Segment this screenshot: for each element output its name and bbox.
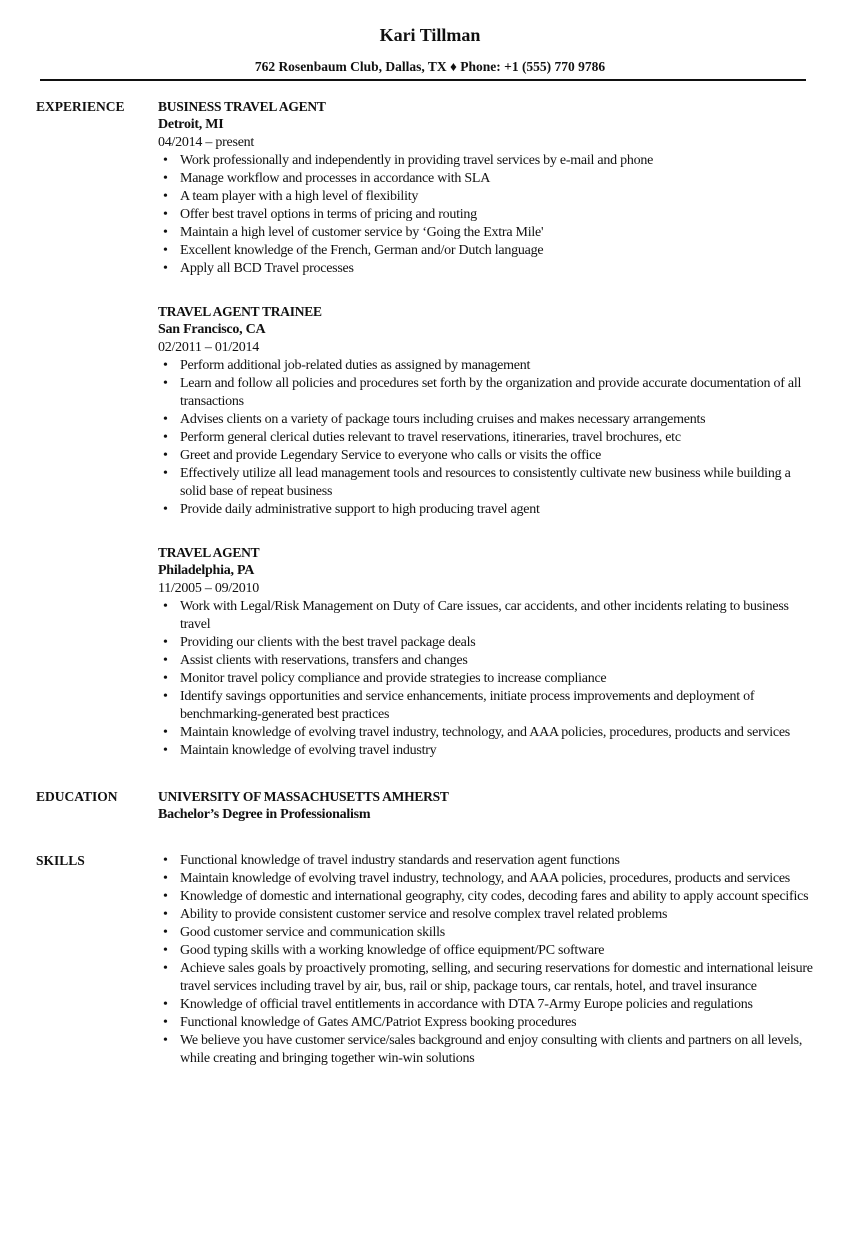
list-item: • Manage workflow and processes in accordance with SLA bbox=[180, 170, 816, 188]
list-item: • We believe you have customer service/sales background and enjoy consulting with clients and partners on all levels, while creating and bringing together win-win solutions bbox=[180, 1032, 816, 1068]
job-dates: 04/2014 – present bbox=[158, 135, 255, 150]
list-item: • Monitor travel policy compliance and provide strategies to increase compliance bbox=[180, 670, 816, 688]
skills-section bbox=[36, 852, 816, 1068]
job-location: San Francisco, CA bbox=[158, 322, 266, 337]
school-name: UNIVERSITY OF MASSACHUSETTS AMHERST bbox=[158, 789, 449, 804]
list-item: • Excellent knowledge of the French, German and/or Dutch language bbox=[180, 242, 816, 260]
education-section bbox=[36, 788, 816, 824]
job-title: BUSINESS TRAVEL AGENT bbox=[158, 99, 326, 114]
list-item: • Providing our clients with the best travel package deals bbox=[180, 634, 816, 652]
section-label: EXPERIENCE bbox=[36, 99, 125, 114]
list-item: • Maintain a high level of customer service by ‘Going the Extra Mile' bbox=[180, 224, 816, 242]
list-item: • Greet and provide Legendary Service to everyone who calls or visits the office bbox=[180, 447, 816, 465]
list-item: • Achieve sales goals by proactively promoting, selling, and securing reservations for domestic and international leisure travel services including travel by air, bus, rail or ship, package tours, car rentals, hotel, and travel insurance bbox=[180, 960, 816, 996]
list-item: • Good customer service and communication skills bbox=[180, 924, 816, 942]
list-item: • Work professionally and independently in providing travel services by e-mail and phone bbox=[180, 152, 816, 170]
list-item: • Maintain knowledge of evolving travel industry, technology, and AAA policies, procedures, products and services bbox=[180, 870, 816, 888]
list-item: • Work with Legal/Risk Management on Duty of Care issues, car accidents, and other incidents relating to business travel bbox=[180, 598, 816, 634]
list-item: • Assist clients with reservations, transfers and changes bbox=[180, 652, 816, 670]
list-item: • Knowledge of domestic and international geography, city codes, decoding fares and ability to apply account specifics bbox=[180, 888, 816, 906]
jobs-list bbox=[158, 98, 816, 760]
list-item: • Maintain knowledge of evolving travel industry, technology, and AAA policies, procedures, products and services bbox=[180, 724, 816, 742]
job-entry bbox=[158, 98, 816, 278]
list-item: • Provide daily administrative support to high producing travel agent bbox=[180, 501, 816, 519]
list-item: • Good typing skills with a working knowledge of office equipment/PC software bbox=[180, 942, 816, 960]
list-item: • Apply all BCD Travel processes bbox=[180, 260, 816, 278]
list-item: • Maintain knowledge of evolving travel industry bbox=[180, 742, 816, 760]
job-title: TRAVEL AGENT bbox=[158, 545, 260, 560]
list-item: • Offer best travel options in terms of pricing and routing bbox=[180, 206, 816, 224]
list-item: • Functional knowledge of Gates AMC/Patriot Express booking procedures bbox=[180, 1014, 816, 1032]
experience-section bbox=[36, 98, 816, 760]
list-item: • Effectively utilize all lead management tools and resources to consistently cultivate new business while building a solid base of repeat business bbox=[180, 465, 816, 501]
list-item: • Learn and follow all policies and procedures set forth by the organization and provide accurate documentation of all transactions bbox=[180, 375, 816, 411]
list-item: • Perform general clerical duties relevant to travel reservations, itineraries, travel brochures, etc bbox=[180, 429, 816, 447]
list-item: • Identify savings opportunities and service enhancements, initiate process improvements and deployment of benchmarking-generated best practices bbox=[180, 688, 816, 724]
job-entry bbox=[158, 544, 816, 760]
job-dates: 11/2005 – 09/2010 bbox=[158, 581, 260, 596]
job-bullets bbox=[158, 357, 816, 519]
candidate-name: Kari Tillman bbox=[379, 25, 481, 45]
list-item: • Functional knowledge of travel industry standards and reservation agent functions bbox=[180, 852, 816, 870]
job-location: Philadelphia, PA bbox=[158, 563, 255, 578]
job-bullets bbox=[158, 598, 816, 760]
list-item: • Knowledge of official travel entitlements in accordance with DTA 7-Army Europe policies and regulations bbox=[180, 996, 816, 1014]
skills-list bbox=[158, 852, 816, 1068]
degree: Bachelor’s Degree in Professionalism bbox=[158, 807, 371, 822]
job-entry bbox=[158, 303, 816, 519]
job-title: TRAVEL AGENT TRAINEE bbox=[158, 304, 322, 319]
contact-info: 762 Rosenbaum Club, Dallas, TX ♦ Phone: +1 (555) 770 9786 bbox=[254, 59, 606, 74]
job-location: Detroit, MI bbox=[158, 117, 224, 132]
list-item: • Perform additional job-related duties as assigned by management bbox=[180, 357, 816, 375]
job-dates: 02/2011 – 01/2014 bbox=[158, 340, 260, 355]
list-item: • Ability to provide consistent customer service and resolve complex travel related problems bbox=[180, 906, 816, 924]
section-label: SKILLS bbox=[36, 853, 85, 868]
job-bullets bbox=[158, 152, 816, 278]
resume-body bbox=[36, 98, 816, 1068]
header-divider bbox=[40, 79, 806, 81]
section-label: EDUCATION bbox=[36, 789, 118, 804]
list-item: • Advises clients on a variety of package tours including cruises and makes necessary arrangements bbox=[180, 411, 816, 429]
list-item: • A team player with a high level of flexibility bbox=[180, 188, 816, 206]
